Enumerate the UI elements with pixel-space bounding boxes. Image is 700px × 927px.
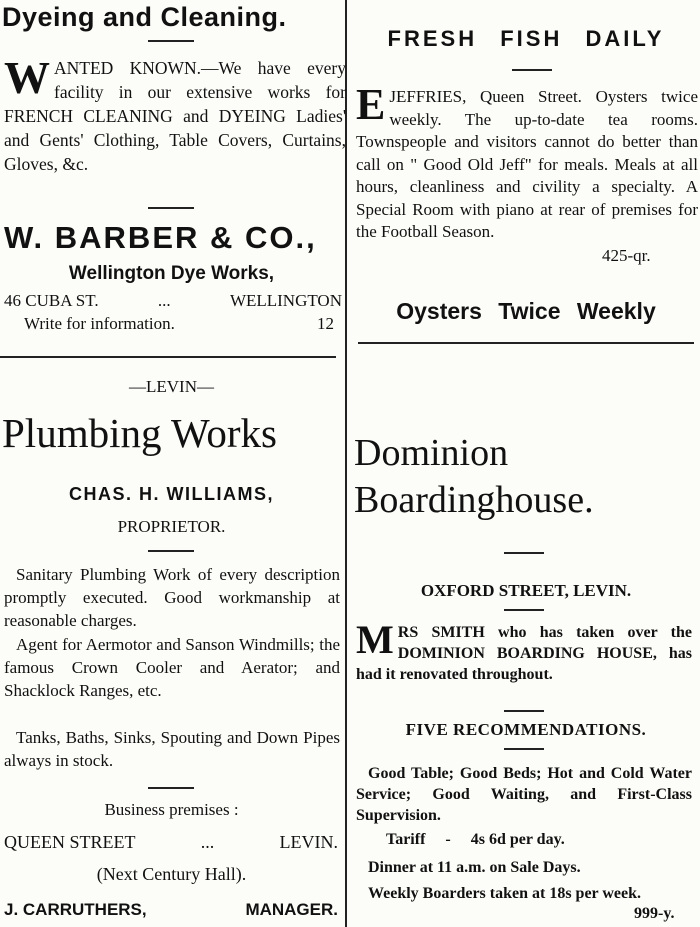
recommendations-heading: FIVE RECOMMENDATIONS. [405, 720, 647, 739]
tariff-label: Tariff [386, 831, 426, 848]
boarding-heading-1: Dominion [354, 432, 509, 474]
premises-sep: ... [200, 832, 215, 852]
section-rule [0, 356, 336, 358]
plumbing-para-2: Agent for Aermotor and Sanson Windmills; the famous Crown Cooler and Aerator; and Shacklock Ranges, etc. [4, 635, 340, 700]
left-column [0, 0, 346, 927]
plumbing-heading: Plumbing Works [2, 410, 278, 456]
premises-town: LEVIN. [279, 832, 338, 852]
fish-body [356, 80, 698, 244]
drop-cap: M [356, 617, 394, 662]
plumbing-para-1: Sanitary Plumbing Work of every description promptly executed. Good workmanship at reasonable charges. [4, 565, 340, 630]
premises-line [4, 830, 338, 854]
address-city: WELLINGTON [229, 291, 342, 310]
fish-body-text: JEFFRIES, Queen Street. Oysters twice weekly. The up-to-date tea rooms. Townspeople and visitors cannot do better than call on " Good Old Jeff" for meals. Meals at all hours, cleanliness and civility a specialty. A Special Room with piano at rear of premises for the Football Season. [356, 87, 698, 241]
works-name: Wellington Dye Works, [68, 263, 275, 284]
proprietor-title: PROPRIETOR. [117, 517, 226, 536]
plumbing-para-3: Tanks, Baths, Sinks, Spouting and Down Pipes always in stock. [4, 728, 340, 770]
divider [512, 69, 552, 71]
write-info-line [24, 313, 334, 335]
dyeing-heading: Dyeing and Cleaning. [2, 2, 287, 32]
divider [504, 748, 544, 750]
boarding-body-text: RS SMITH who has taken over the DOMINION BOARDING HOUSE, has had it renovated throughout. [356, 624, 692, 683]
fish-footer: Oysters Twice Weekly [396, 298, 656, 324]
next-to: (Next Century Hall). [96, 864, 247, 884]
section-rule [358, 342, 694, 344]
proprietor-name: CHAS. H. WILLIAMS, [69, 484, 274, 504]
divider [504, 552, 544, 554]
manager-name: J. CARRUTHERS, [4, 900, 147, 919]
divider [148, 550, 194, 552]
divider [504, 609, 544, 611]
drop-cap: E [356, 80, 386, 129]
fish-heading: FRESH FISH DAILY [387, 26, 665, 51]
dyeing-body [4, 52, 346, 176]
dyeing-body-text: ANTED KNOWN.—We have every facility in our extensive works for FRENCH CLEANING and DYEING Ladies' and Gents' Clothing, Table Covers, Curtains, Gloves, &c. [4, 58, 346, 174]
boarding-street: OXFORD STREET, LEVIN. [420, 581, 632, 600]
premises-street: QUEEN STREET [4, 832, 136, 852]
tariff-value: 4s 6d per day. [470, 831, 565, 848]
boarding-body [356, 617, 692, 685]
address-street: 46 CUBA ST. [4, 291, 99, 310]
boarding-ref: 999-y. [634, 905, 675, 922]
manager-line [4, 899, 338, 921]
weekly-line: Weekly Boarders taken at 18s per week. [368, 885, 642, 902]
recommendations: Good Table; Good Beds; Hot and Cold Water Service; Good Waiting, and First-Class Supervision. [356, 765, 692, 824]
address-sep: ... [157, 291, 171, 310]
divider [504, 710, 544, 712]
divider [148, 207, 194, 209]
premises-label: Business premises : [104, 800, 239, 819]
ad-ref: 12 [317, 314, 334, 333]
divider [148, 40, 194, 42]
plumbing-town: —LEVIN— [129, 377, 214, 396]
tariff-sep: - [445, 831, 451, 848]
address-line [4, 290, 342, 312]
boarding-heading-2: Boardinghouse. [354, 479, 594, 521]
drop-cap: W [4, 52, 50, 103]
divider [148, 787, 194, 789]
dinner-line: Dinner at 11 a.m. on Sale Days. [368, 859, 581, 876]
firm-name: W. BARBER & CO., [4, 220, 317, 255]
right-column [352, 0, 700, 927]
fish-ref: 425-qr. [602, 246, 651, 265]
write-info: Write for information. [24, 314, 175, 333]
manager-title: MANAGER. [245, 900, 338, 919]
tariff-line [386, 829, 686, 851]
